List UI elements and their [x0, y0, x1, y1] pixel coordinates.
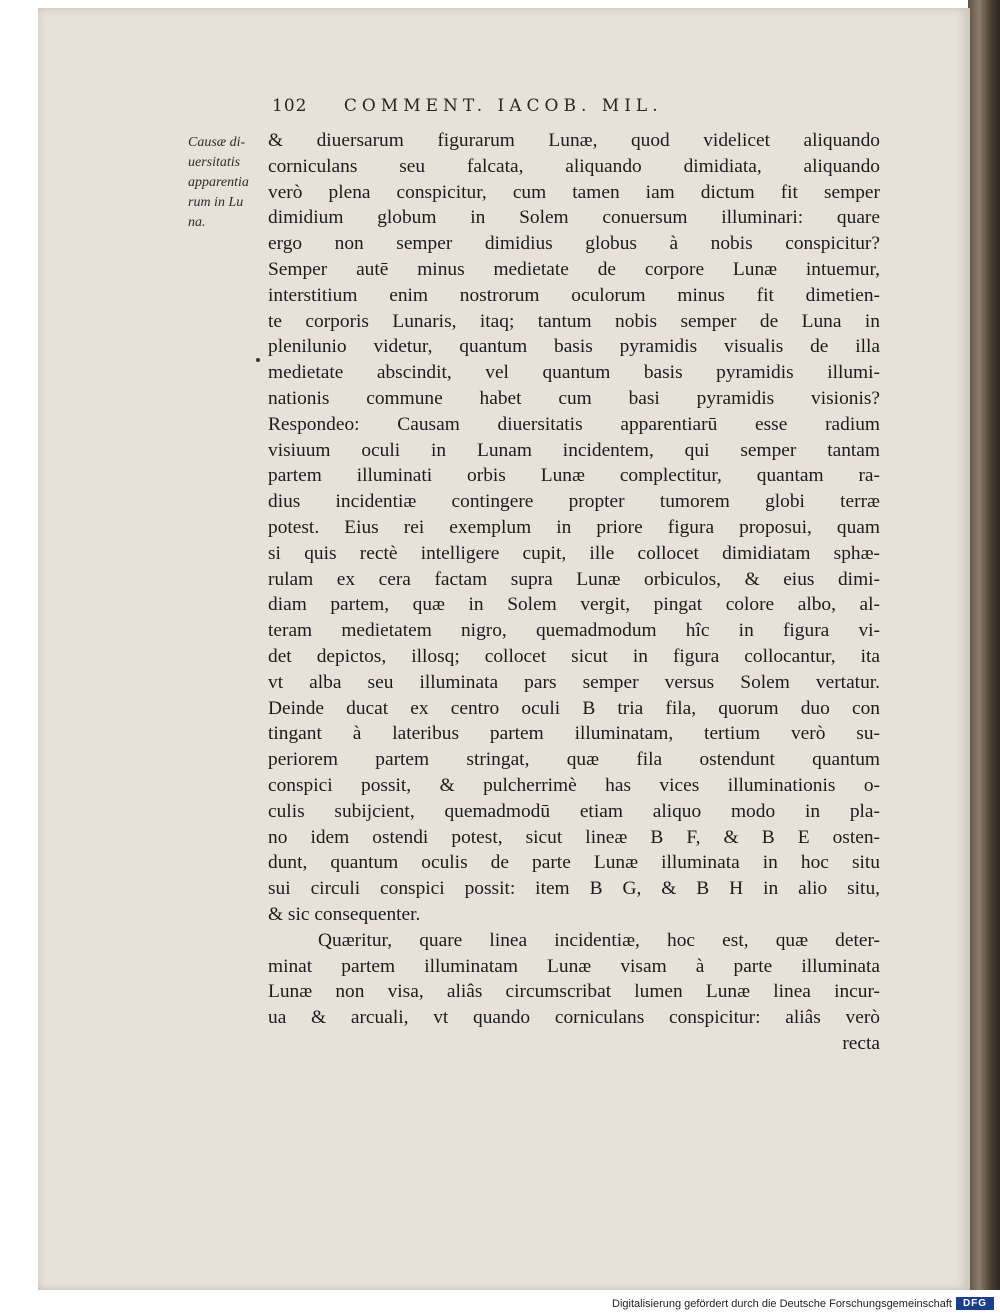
- marginal-note-line: rum in Lu: [188, 195, 244, 210]
- text-line: te corporis Lunaris, itaq; tantum nobis semper de Luna in: [268, 310, 880, 332]
- text-line: Respondeo: Causam diuersitatis apparentiarū esse radium: [268, 413, 880, 435]
- text-line: minat partem illuminatam Lunæ visam à parte illuminata: [268, 955, 880, 977]
- text-line: Semper autē minus medietate de corpore Lunæ intuemur,: [268, 258, 880, 280]
- text-line: tingant à lateribus partem illuminatam, tertium verò su-: [268, 723, 880, 745]
- text-line: vt alba seu illuminata pars semper versus Solem vertatur.: [268, 671, 880, 693]
- text-line: teram medietatem nigro, quemadmodum hîc in figura vi-: [268, 620, 880, 642]
- text-line: corniculans seu falcata, aliquando dimidiata, aliquando: [268, 155, 880, 177]
- marginal-note: [188, 133, 272, 233]
- book-edge: [968, 0, 1000, 1290]
- dfg-logo: DFG: [956, 1297, 994, 1310]
- text-line: periorem partem stringat, quæ fila ostendunt quantum: [268, 749, 880, 771]
- marginal-note-line: uersitatis: [188, 155, 241, 170]
- text-line: & diuersarum figurarum Lunæ, quod videlicet aliquando: [268, 130, 880, 151]
- text-line: sui circuli conspici possit: item B G, & B H in alio situ,: [268, 878, 880, 900]
- body-text: [268, 128, 880, 1057]
- text-line: ua & arcuali, vt quando corniculans conspicitur: aliâs verò: [268, 1007, 880, 1029]
- text-line: no idem ostendi potest, sicut lineæ B F, & B E osten-: [268, 826, 880, 848]
- marginal-note-line: apparentia: [188, 175, 249, 190]
- text-line: diam partem, quæ in Solem vergit, pingat colore albo, al-: [268, 594, 880, 616]
- text-line: & sic consequenter.: [268, 903, 421, 925]
- text-line: rulam ex cera factam supra Lunæ orbiculos, & eius dimi-: [268, 568, 880, 590]
- page-number: 102: [272, 96, 308, 116]
- text-line: si quis rectè intelligere cupit, ille collocet dimidiatam sphæ-: [268, 542, 880, 564]
- text-line: plenilunio videtur, quantum basis pyramidis visualis de illa: [268, 336, 880, 358]
- text-line: dius incidentiæ contingere propter tumorem globi terræ: [268, 491, 880, 513]
- marginal-note-line: na.: [188, 215, 206, 230]
- text-line: interstitium enim nostrorum oculorum minus fit dimetien-: [268, 284, 880, 306]
- text-line: culis subijcient, quemadmodū etiam aliquo modo in pla-: [268, 800, 880, 822]
- running-title: COMMENT. IACOB. MIL.: [343, 96, 663, 116]
- text-line: conspici possit, & pulcherrimè has vices illuminationis o-: [268, 774, 880, 796]
- marginal-note-line: Causæ di-: [188, 135, 246, 150]
- text-line: nationis commune habet cum basi pyramidis visionis?: [268, 387, 880, 409]
- text-line: det depictos, illosq; collocet sicut in figura collocantur, ita: [268, 645, 880, 667]
- text-line: visiuum oculi in Lunam incidentem, qui semper tantam: [268, 439, 880, 461]
- paragraph-start-line: Quæritur, quare linea incidentiæ, hoc est, quæ deter-: [318, 929, 880, 951]
- text-line: partem illuminati orbis Lunæ complectitur, quantam ra-: [268, 465, 880, 487]
- text-line: ergo non semper dimidius globus à nobis conspicitur?: [268, 233, 880, 255]
- text-line: verò plena conspicitur, cum tamen iam dictum fit semper: [268, 181, 880, 203]
- catchword: recta: [842, 1032, 880, 1054]
- digitization-credit: Digitalisierung gefördert durch die Deutsche Forschungsgemeinschaft: [612, 1298, 952, 1310]
- text-line: dimidium globum in Solem conuersum illuminari: quare: [268, 207, 880, 229]
- text-line: medietate abscindit, vel quantum basis pyramidis illumi-: [268, 362, 880, 384]
- text-line: dunt, quantum oculis de parte Lunæ illuminata in hoc situ: [268, 852, 880, 874]
- text-line: potest. Eius rei exemplum in priore figura proposui, quam: [268, 516, 880, 538]
- text-line: Deinde ducat ex centro oculi B tria fila, quorum duo con: [268, 697, 880, 719]
- text-line: Lunæ non visa, aliâs circumscribat lumen Lunæ linea incur-: [268, 981, 880, 1003]
- running-head: [272, 96, 663, 116]
- ink-dot: [256, 358, 260, 362]
